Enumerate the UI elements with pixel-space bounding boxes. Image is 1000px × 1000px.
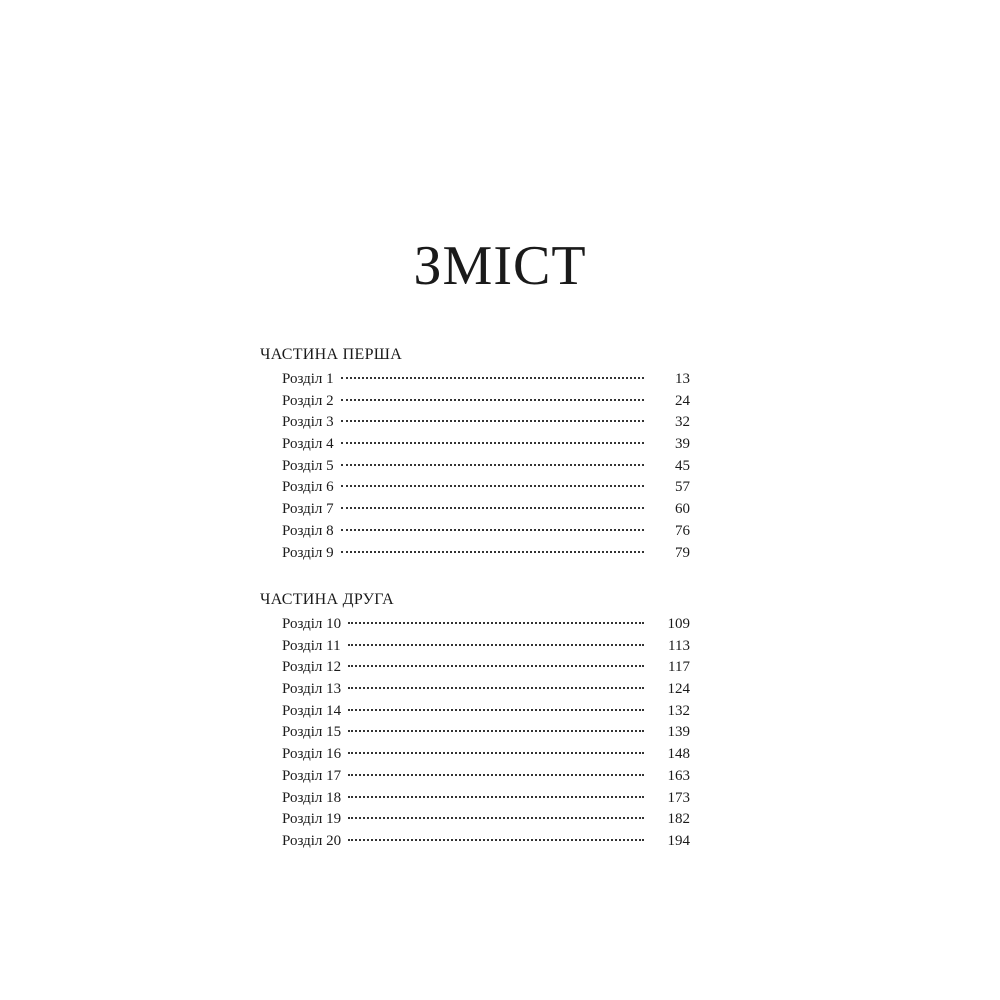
toc-entry xyxy=(260,393,690,415)
toc-entry xyxy=(260,833,690,855)
chapter-label: Розділ 4 xyxy=(282,436,334,453)
dot-leader xyxy=(348,644,644,646)
dot-leader xyxy=(348,796,644,798)
chapter-label: Розділ 10 xyxy=(282,616,342,632)
page-number: 132 xyxy=(667,702,690,719)
chapter-label: Розділ 8 xyxy=(282,522,334,539)
page-number: 32 xyxy=(675,414,690,431)
page-number: 117 xyxy=(668,659,690,676)
toc-entry xyxy=(260,545,690,567)
chapter-label: Розділ 11 xyxy=(282,637,341,654)
chapter-label: Розділ 2 xyxy=(282,392,334,409)
page-number: 13 xyxy=(675,371,690,387)
part-title: ЧАСТИНА ДРУГА xyxy=(260,591,394,608)
chapter-label: Розділ 17 xyxy=(282,767,342,784)
chapter-label: Розділ 5 xyxy=(282,457,334,474)
page-number: 124 xyxy=(667,681,690,698)
dot-leader xyxy=(341,529,644,531)
toc-entry xyxy=(260,638,690,660)
toc-entry xyxy=(260,414,690,436)
toc-entry xyxy=(260,479,690,501)
chapter-label: Розділ 12 xyxy=(282,659,342,676)
page-number: 173 xyxy=(667,789,690,806)
chapter-label: Розділ 6 xyxy=(282,479,334,496)
chapter-label: Розділ 13 xyxy=(282,681,342,698)
toc-list xyxy=(260,371,690,566)
dot-leader xyxy=(348,839,644,841)
toc-entry xyxy=(260,811,690,833)
chapter-label: Розділ 1 xyxy=(282,371,334,387)
page-number: 39 xyxy=(675,436,690,453)
toc-entry xyxy=(260,790,690,812)
toc-entry xyxy=(260,616,690,638)
chapter-label: Розділ 14 xyxy=(282,702,342,719)
toc-entry xyxy=(260,371,690,393)
chapter-label: Розділ 19 xyxy=(282,811,342,828)
chapter-label: Розділ 20 xyxy=(282,832,342,849)
dot-leader xyxy=(348,774,644,776)
part-two xyxy=(260,589,690,855)
toc-entry xyxy=(260,703,690,725)
page-number: 76 xyxy=(675,522,690,539)
page-number: 182 xyxy=(667,811,690,828)
part-one xyxy=(260,344,690,566)
chapter-label: Розділ 7 xyxy=(282,501,334,518)
page-title: ЗМІСТ xyxy=(413,235,587,297)
toc-entry xyxy=(260,523,690,545)
toc-entry xyxy=(260,724,690,746)
page-number: 24 xyxy=(675,392,690,409)
toc-list xyxy=(260,616,690,855)
page-number: 148 xyxy=(667,746,690,763)
toc-entry xyxy=(260,681,690,703)
page-number: 139 xyxy=(667,724,690,741)
dot-leader xyxy=(348,622,644,624)
dot-leader xyxy=(348,730,644,732)
toc-entry xyxy=(260,659,690,681)
part-title: ЧАСТИНА ПЕРША xyxy=(260,346,403,363)
toc-entry xyxy=(260,768,690,790)
page-number: 57 xyxy=(675,479,690,496)
page-number: 79 xyxy=(675,544,690,561)
dot-leader xyxy=(341,464,644,466)
page-number: 45 xyxy=(675,457,690,474)
page-number: 113 xyxy=(668,637,690,654)
page-number: 60 xyxy=(675,501,690,518)
dot-leader xyxy=(348,687,644,689)
chapter-label: Розділ 18 xyxy=(282,789,342,806)
toc-entry xyxy=(260,458,690,480)
toc-entry xyxy=(260,436,690,458)
chapter-label: Розділ 15 xyxy=(282,724,342,741)
dot-leader xyxy=(341,485,644,487)
dot-leader xyxy=(341,442,644,444)
toc-entry xyxy=(260,746,690,768)
toc-entry xyxy=(260,501,690,523)
dot-leader xyxy=(341,420,644,422)
dot-leader xyxy=(341,507,644,509)
dot-leader xyxy=(348,709,644,711)
page-number: 163 xyxy=(667,767,690,784)
dot-leader xyxy=(348,817,644,819)
dot-leader xyxy=(348,752,644,754)
dot-leader xyxy=(348,665,644,667)
dot-leader xyxy=(341,551,644,553)
page-number: 194 xyxy=(667,832,690,849)
dot-leader xyxy=(341,399,644,401)
page-number: 109 xyxy=(667,616,690,632)
chapter-label: Розділ 9 xyxy=(282,544,334,561)
chapter-label: Розділ 16 xyxy=(282,746,342,763)
dot-leader xyxy=(341,377,644,379)
chapter-label: Розділ 3 xyxy=(282,414,334,431)
